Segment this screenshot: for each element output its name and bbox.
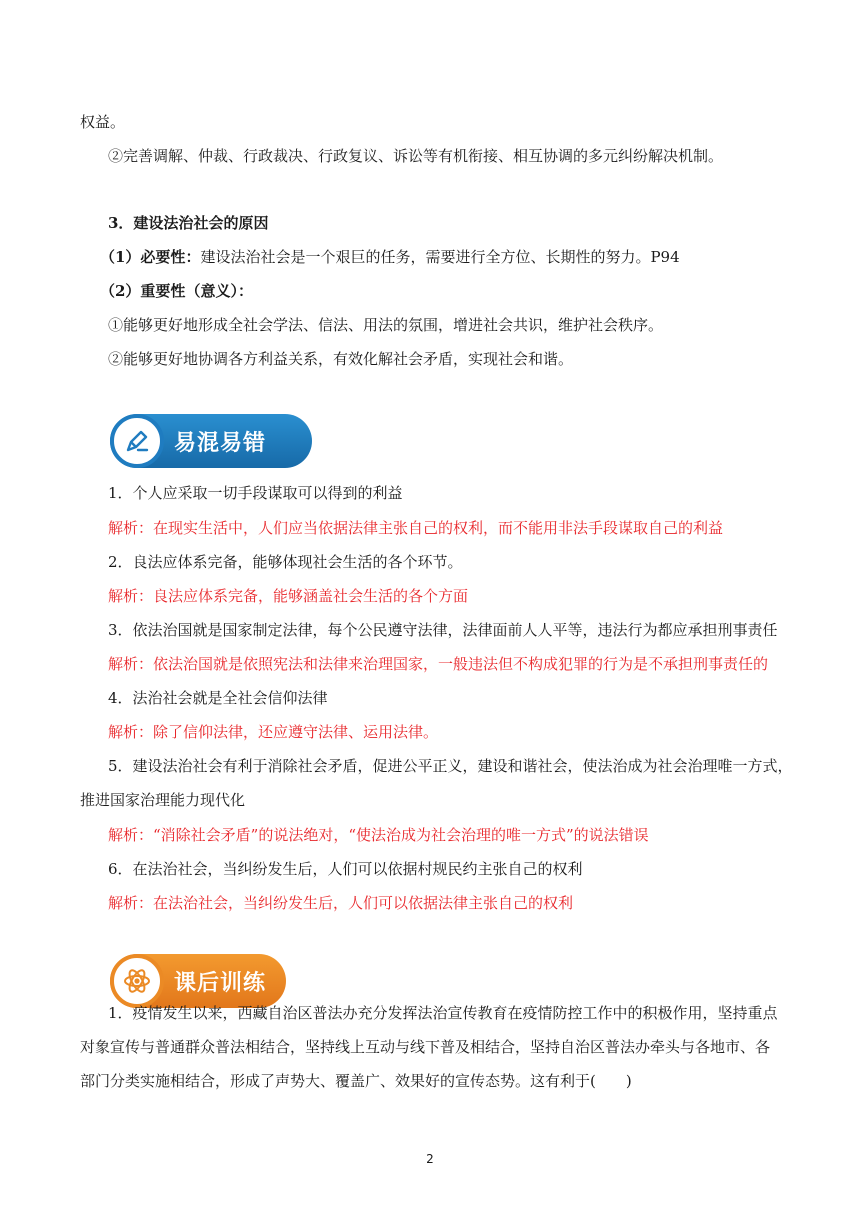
page-number: 2	[426, 1152, 434, 1166]
necessity-label: （1）必要性：	[100, 248, 201, 266]
banner-title: 课后训练	[174, 971, 267, 996]
atom-icon	[110, 954, 164, 1008]
text-line: ①能够更好地形成全社会学法、信法、用法的氛围，增进社会共识，维护社会秩序。	[108, 316, 664, 334]
banner-practice	[110, 954, 286, 1008]
error-answer: 解析：良法应体系完备，能够涵盖社会生活的各个方面	[108, 587, 469, 605]
error-question: 3．依法治国就是国家制定法律，每个公民遵守法律，法律面前人人平等，违法行为都应承担刑事责任	[108, 621, 778, 639]
necessity-line	[100, 247, 680, 267]
error-question: 1．个人应采取一切手段谋取可以得到的利益	[108, 484, 403, 502]
pencil-icon	[110, 414, 164, 468]
section-heading: 3．建设法治社会的原因	[108, 214, 269, 232]
error-answer: 解析：在法治社会，当纠纷发生后，人们可以依据法律主张自己的权利	[108, 894, 574, 912]
text-line: ②完善调解、仲裁、行政裁决、行政复议、诉讼等有机衔接、相互协调的多元纠纷解决机制。	[108, 147, 724, 165]
error-question: 4．法治社会就是全社会信仰法律	[108, 689, 328, 707]
error-answer: 解析：“消除社会矛盾”的说法绝对，“使法治成为社会治理的唯一方式”的说法错误	[108, 826, 649, 844]
text-line: 权益。	[80, 113, 126, 131]
text-line: 对象宣传与普通群众普法相结合，坚持线上互动与线下普及相结合，坚持自治区普法办牵头与各地市、各	[80, 1038, 771, 1056]
error-question-cont: 推进国家治理能力现代化	[80, 791, 246, 809]
error-answer: 解析：除了信仰法律，还应遵守法律、运用法律。	[108, 723, 439, 741]
banner-errors	[110, 414, 312, 468]
error-question: 2．良法应体系完备，能够体现社会生活的各个环节。	[108, 553, 463, 571]
necessity-text: 建设法治社会是一个艰巨的任务，需要进行全方位、长期性的努力。P94	[200, 248, 680, 266]
text-line: 部门分类实施相结合，形成了声势大、覆盖广、效果好的宣传态势。这有利于( )	[80, 1072, 632, 1090]
importance-label: （2）重要性（意义）：	[100, 282, 253, 300]
banner-title: 易混易错	[174, 431, 267, 456]
text-line: 1．疫情发生以来，西藏自治区普法办充分发挥法治宣传教育在疫情防控工作中的积极作用，坚持重点	[108, 1004, 778, 1022]
error-answer: 解析：在现实生活中，人们应当依据法律主张自己的权利，而不能用非法手段谋取自己的利益	[108, 519, 724, 537]
text-line: ②能够更好地协调各方利益关系，有效化解社会矛盾，实现社会和谐。	[108, 350, 574, 368]
error-question: 5．建设法治社会有利于消除社会矛盾，促进公平正义，建设和谐社会，使法治成为社会治理唯一方式，	[108, 757, 793, 775]
error-answer: 解析：依法治国就是依照宪法和法律来治理国家，一般违法但不构成犯罪的行为是不承担刑事责任的	[108, 655, 769, 673]
error-question: 6．在法治社会，当纠纷发生后，人们可以依据村规民约主张自己的权利	[108, 860, 583, 878]
